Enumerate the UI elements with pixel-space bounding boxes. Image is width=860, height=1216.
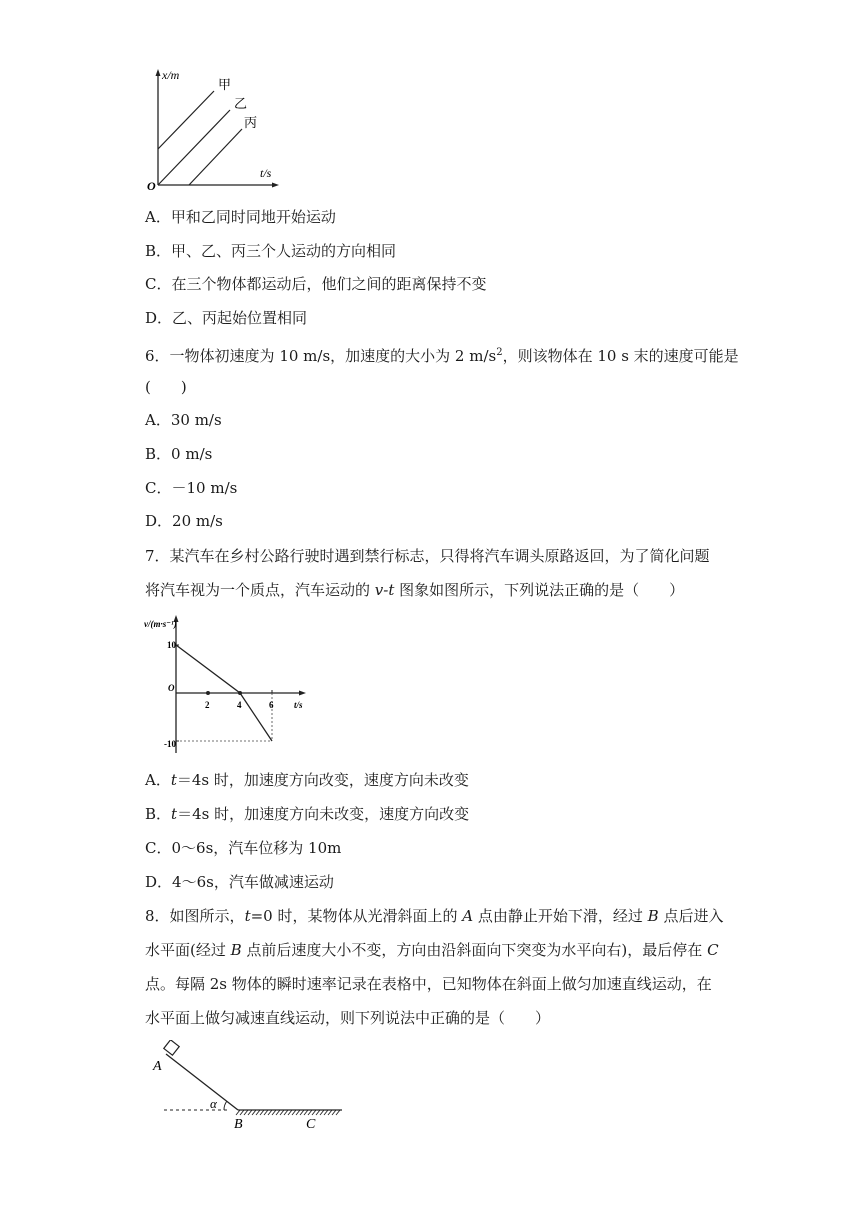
- q8-stem-line3: 点。每隔 2s 物体的瞬时速率记录在表格中，已知物体在斜面上做匀加速直线运动，在: [145, 975, 712, 993]
- vt-ytick-minus10: -10: [164, 739, 176, 749]
- q7-stem-line2: 将汽车视为一个质点，汽车运动的 v-t 图象如图所示，下列说法正确的是（ ）: [145, 581, 685, 599]
- label-jia: 甲: [218, 77, 232, 92]
- label-yi: 乙: [234, 96, 248, 111]
- q6-stem: 6．一物体初速度为 10 m/s，加速度的大小为 2 $m/s^2$，则该物体在 10 s 末的速度可能是: [145, 347, 739, 365]
- vt-x-axis-label: t/s: [294, 700, 303, 710]
- label-c: C: [306, 1117, 316, 1130]
- q8-stem-line4: 水平面上做匀减速直线运动，则下列说法中正确的是（ ）: [145, 1009, 551, 1027]
- vt-graph: [142, 613, 312, 758]
- label-bing: 丙: [244, 115, 258, 130]
- q5-option-b[interactable]: B．甲、乙、丙三个人运动的方向相同: [145, 242, 397, 260]
- vt-origin-label: O: [168, 683, 175, 693]
- q7-option-b[interactable]: B．t＝4s 时，加速度方向未改变，速度方向改变: [145, 805, 470, 823]
- vt-tick-dot: [238, 691, 242, 695]
- vt-xtick-6: 6: [269, 700, 274, 710]
- q5-option-c[interactable]: C．在三个物体都运动后，他们之间的距离保持不变: [145, 275, 487, 293]
- vt-ytick-10: 10: [167, 640, 176, 650]
- label-b: B: [234, 1117, 243, 1130]
- origin-label: O: [147, 179, 156, 193]
- vt-xtick-4: 4: [237, 700, 242, 710]
- xt-graph: [140, 65, 290, 195]
- vt-tick-dot: [206, 691, 210, 695]
- q6-option-d[interactable]: D．20 m/s: [145, 512, 223, 530]
- q6-option-a[interactable]: A．30 m/s: [145, 411, 222, 429]
- line-jia: [158, 91, 214, 149]
- q7-option-c[interactable]: C．0～6s，汽车位移为 10m: [145, 839, 342, 857]
- q7-option-a[interactable]: A．t＝4s 时，加速度方向改变，速度方向未改变: [145, 771, 469, 789]
- q6-option-b[interactable]: B．0 m/s: [145, 445, 213, 463]
- x-axis-label: t/s: [260, 166, 272, 180]
- incline-figure: [150, 1040, 360, 1130]
- q8-stem-line2: 水平面(经过 B 点前后速度大小不变，方向由沿斜面向下突变为水平向右)，最后停在 C: [145, 941, 719, 959]
- q6-paren: ( ): [145, 378, 187, 396]
- q5-option-d[interactable]: D．乙、丙起始位置相同: [145, 309, 308, 327]
- label-alpha: α: [210, 1096, 217, 1111]
- q8-stem-line1: 8．如图所示，t=0 时，某物体从光滑斜面上的 A 点由静止开始下滑，经过 B 点后进入: [145, 907, 724, 925]
- q7-option-d[interactable]: D．4～6s，汽车做减速运动: [145, 873, 334, 891]
- vt-y-axis-label: v/(m·s⁻¹): [144, 619, 177, 629]
- line-bing: [189, 129, 242, 185]
- label-a: A: [153, 1059, 162, 1074]
- q5-option-a[interactable]: A．甲和乙同时同地开始运动: [145, 208, 336, 226]
- vt-xtick-2: 2: [205, 700, 210, 710]
- line-yi: [158, 110, 230, 185]
- y-axis-label: x/m: [162, 68, 180, 82]
- q6-option-c[interactable]: C．－10 m/s: [145, 479, 238, 497]
- q7-stem-line1: 7．某汽车在乡村公路行驶时遇到禁行标志，只得将汽车调头原路返回，为了简化问题: [145, 547, 710, 565]
